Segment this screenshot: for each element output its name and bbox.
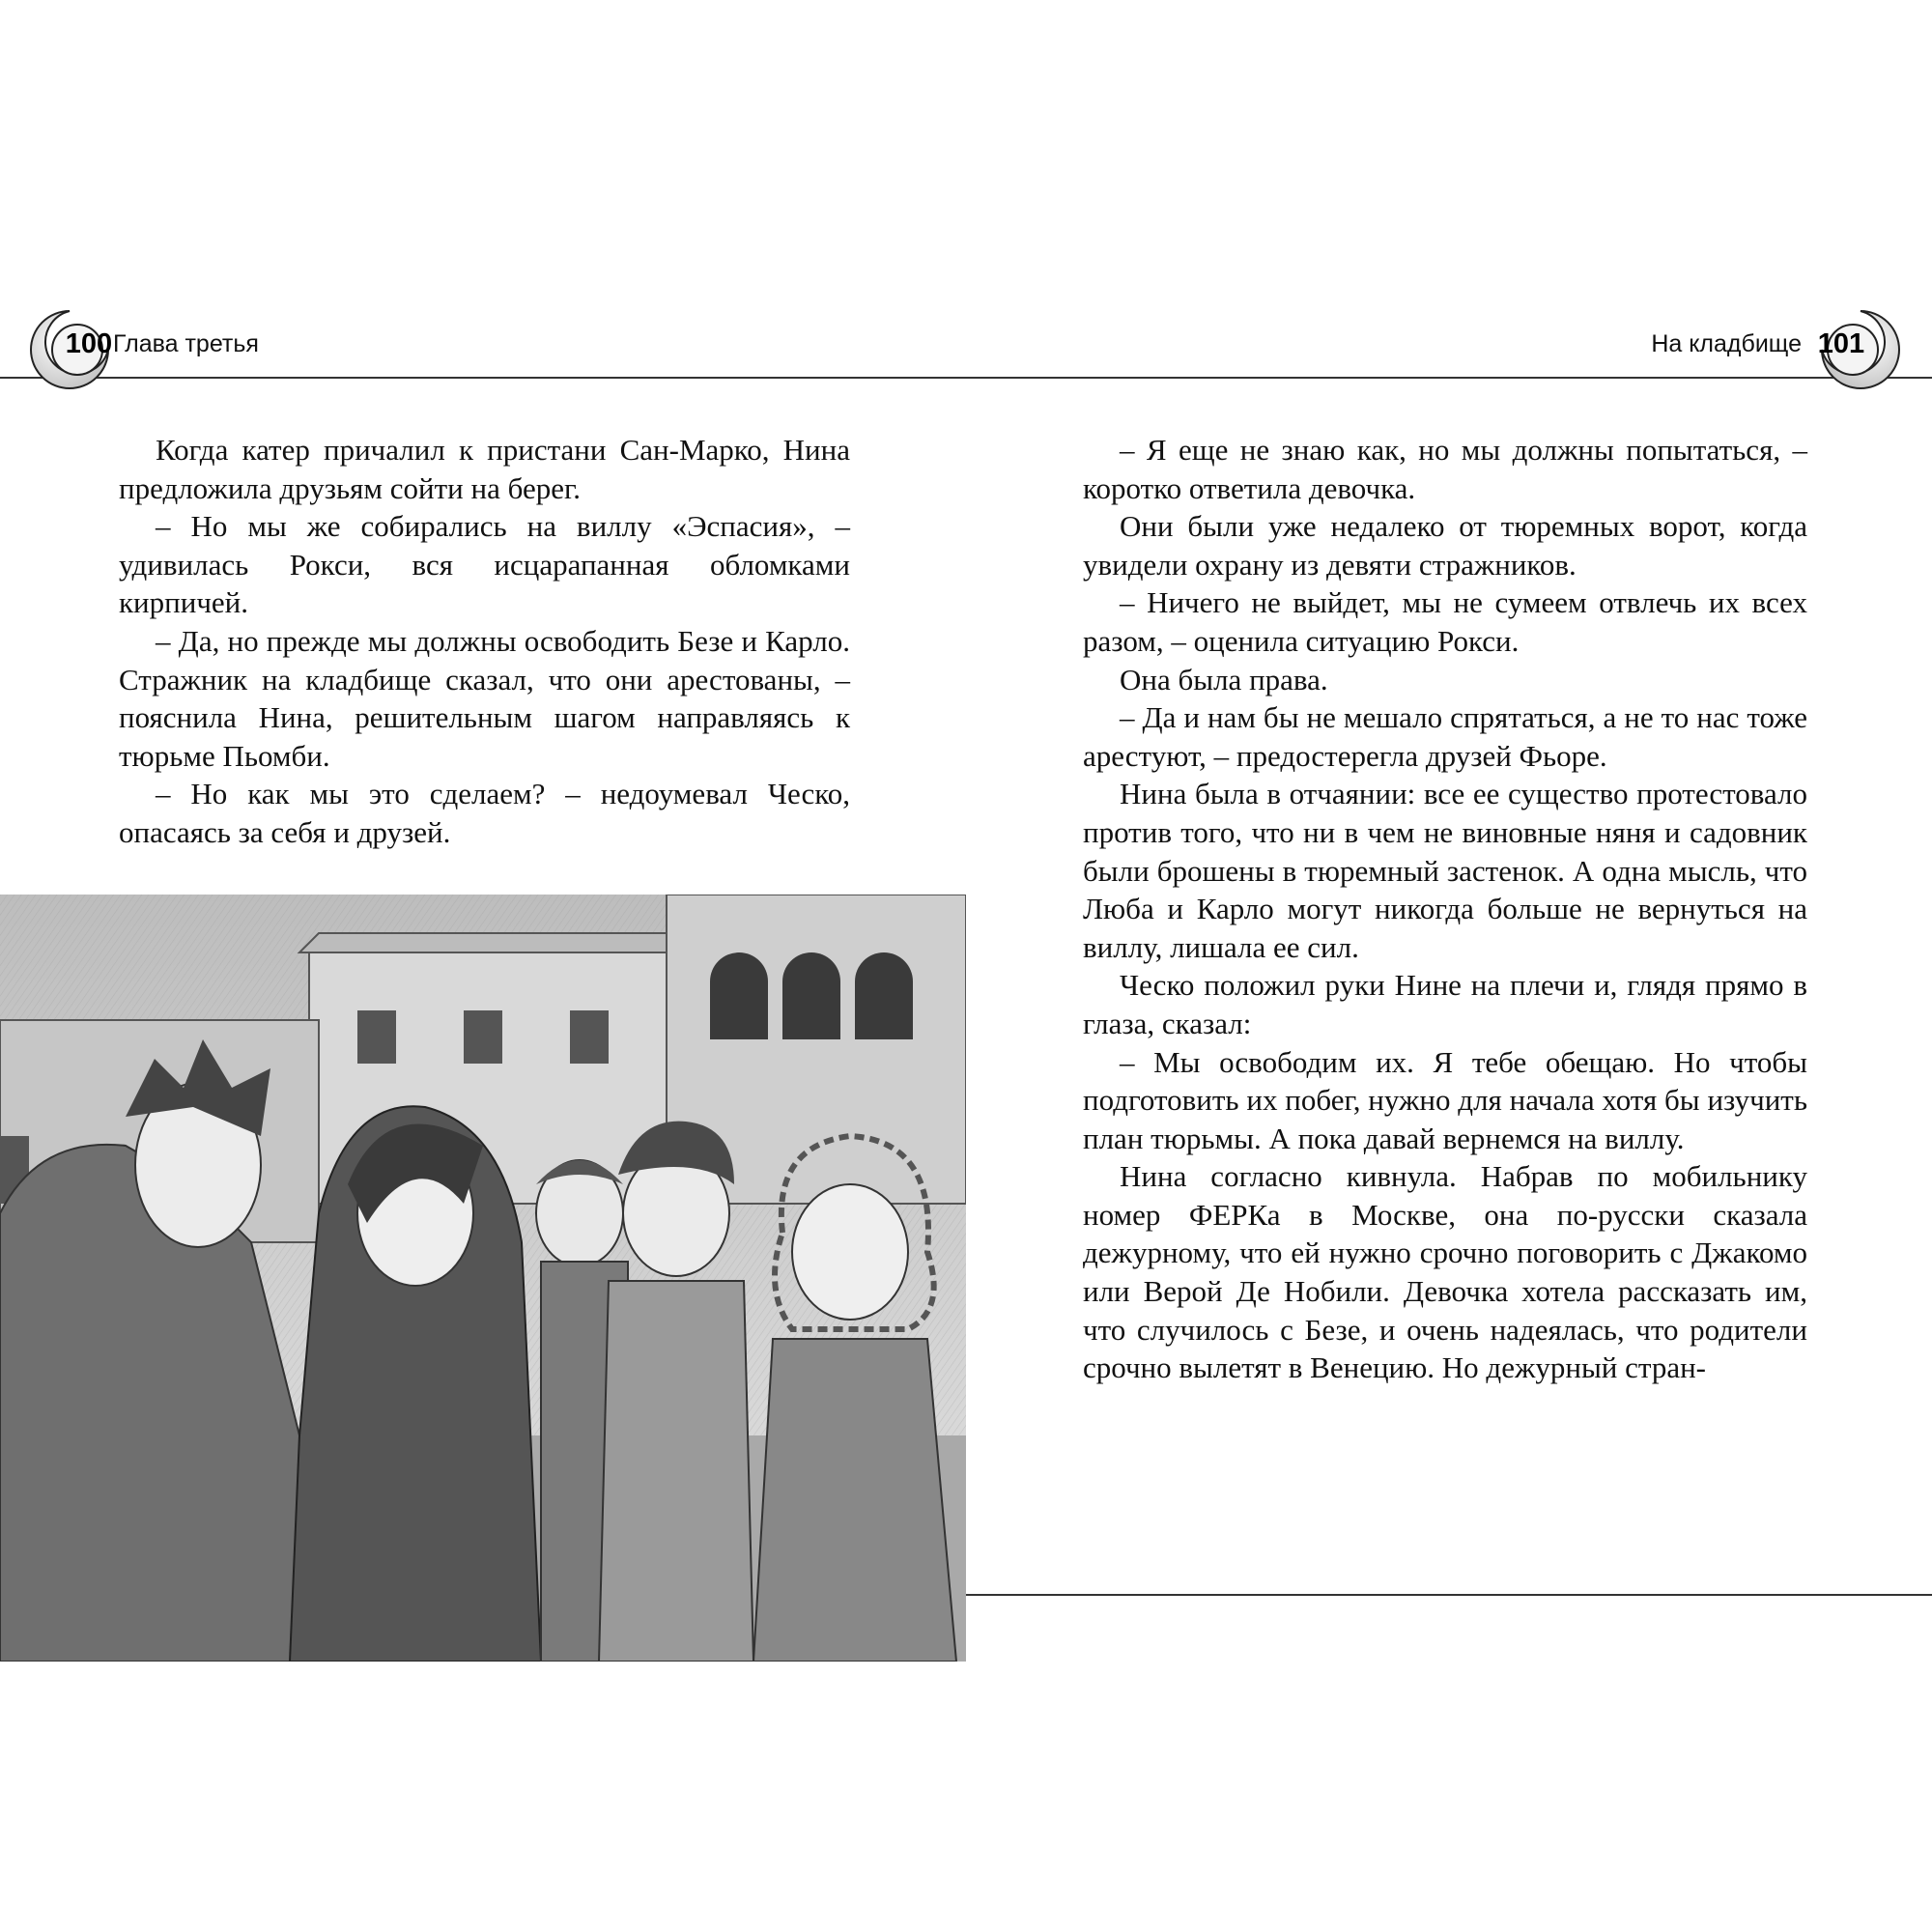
running-head-left: Глава третья	[113, 330, 259, 357]
header-rule	[0, 377, 1932, 379]
page-number-left: 100	[65, 328, 113, 359]
paragraph: Они были уже недалеко от тюремных ворот, когда увидели охрану из девяти стражников.	[1083, 509, 1807, 582]
paragraph: – Но мы же собирались на виллу «Эспасия», – удивилась Рокси, вся исцарапанная обломками кирпичей.	[119, 509, 850, 620]
paragraph: Она была права.	[1120, 662, 1328, 696]
paragraph: – Да, но прежде мы должны освободить Безе и Карло. Стражник на кладбище сказал, что они арестованы, – пояснила Нина, решительным шагом направляясь к тюрьме Пьомби.	[119, 623, 850, 773]
left-text-column	[119, 431, 850, 852]
bottom-rule	[966, 1594, 1932, 1596]
paragraph: – Но как мы это сделаем? – недоумевал Ческо, опасаясь за себя и друзей.	[119, 777, 850, 849]
running-head-right: На кладбище	[1651, 330, 1802, 357]
paragraph: Когда катер причалил к пристани Сан-Марко, Нина предложила друзьям сойти на берег.	[119, 433, 850, 505]
paragraph: Нина была в отчаянии: все ее существо протестовало против того, что ни в чем не виновные няня и садовник были брошены в тюремный застенок. А одна мысль, что Люба и Карло могут никогда больше не вернуться на виллу, лишала ее сил.	[1083, 777, 1807, 964]
paragraph: – Ничего не выйдет, мы не сумеем отвлечь их всех разом, – оценила ситуацию Рокси.	[1083, 585, 1807, 658]
paragraph: – Да и нам бы не мешало спрятаться, а не то нас тоже арестуют, – предостерегла друзей Фьоре.	[1083, 700, 1807, 773]
paragraph: – Я еще не знаю как, но мы должны попытаться, – коротко ответила девочка.	[1083, 433, 1807, 505]
pencil-illustration	[0, 895, 966, 1662]
right-text-column	[1083, 431, 1807, 1387]
paragraph: Ческо положил руки Нине на плечи и, глядя прямо в глаза, сказал:	[1083, 968, 1807, 1040]
paragraph: – Мы освободим их. Я тебе обещаю. Но чтобы подготовить их побег, нужно для начала хотя бы изучить план тюрьмы. А пока давай вернемся на виллу.	[1083, 1044, 1807, 1155]
paragraph: Нина согласно кивнула. Набрав по мобильнику номер ФЕРКа в Москве, она по-русски сказала дежурному, что ей нужно срочно поговорить с Джакомо или Верой Де Нобили. Девочка хотела рассказать им, что случилось с Безе, и очень надеялась, что родители срочно вылетят в Венецию. Но дежурный стран-	[1083, 1159, 1807, 1385]
page-number-right: 101	[1817, 328, 1865, 359]
